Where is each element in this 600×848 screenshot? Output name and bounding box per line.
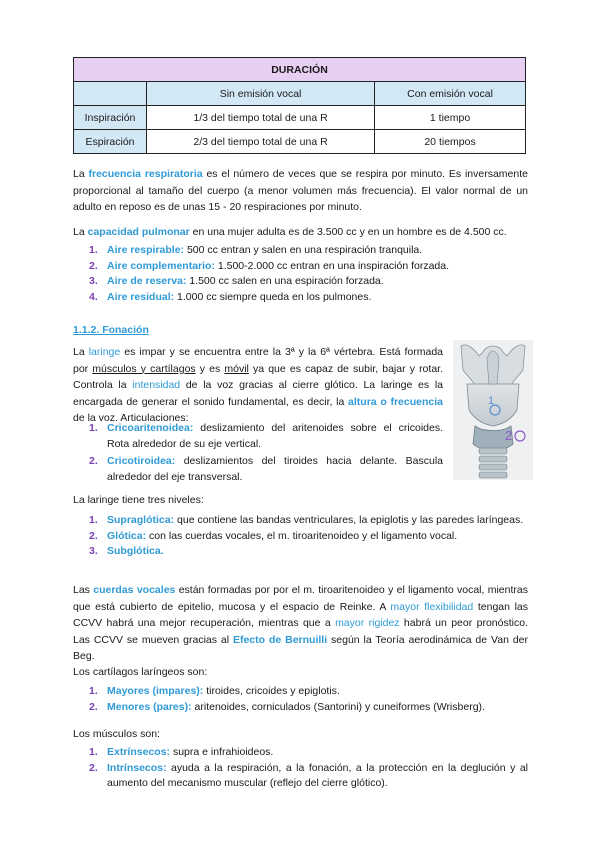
list-number: 2. <box>89 700 98 713</box>
list-text: deslizamientos del tiroides hacia delante. Bascula alrededor del eje transversal. <box>107 455 443 483</box>
trachea-ring <box>479 464 507 470</box>
list-term: Aire complementario: <box>107 259 215 272</box>
epiglottis-shape <box>487 351 499 384</box>
text: La <box>73 346 89 358</box>
larynx-image <box>453 340 533 480</box>
list-number: 4. <box>89 290 98 303</box>
text: de la voz gracias al cierre glótico. La laringe es la encargada de generar el sonido fundamental, es decir, la <box>73 379 443 408</box>
list-text: con las cuerdas vocales, el m. tiroaritenoideo y el ligamento vocal. <box>146 529 458 542</box>
list-term: Glótica: <box>107 529 147 542</box>
term-efecto-bernuilli: Efecto de Bernuilli <box>232 633 328 646</box>
table-row-label: Espiración <box>74 130 147 154</box>
trachea-ring <box>479 472 507 478</box>
list-number: 1. <box>89 514 98 526</box>
section-heading: 1.1.2. Fonación <box>73 324 149 336</box>
articulations-list <box>73 421 443 485</box>
capacidad-paragraph <box>73 224 528 241</box>
term-mayor-rigidez: mayor rigidez <box>335 617 400 629</box>
text: tengan las CCVV habrá una mejor recuperación, mientras que a <box>73 600 528 629</box>
cartilagos-intro: Los cartílagos laríngeos son: <box>73 666 208 678</box>
list-term: Intrínsecos: <box>107 761 167 774</box>
figure-label-1: 1 <box>488 395 495 407</box>
underlined-text: músculos y cartílagos <box>92 362 196 375</box>
term-laringe: laringe <box>88 346 121 358</box>
term-capacidad-pulmonar: capacidad pulmonar <box>87 226 190 238</box>
niveles-intro: La laringe tiene tres niveles: <box>73 494 204 506</box>
text: en una mujer adulta es de 3.500 cc y en un hombre es de 4.500 cc. <box>189 226 507 238</box>
list-item <box>73 259 528 275</box>
list-text: aritenoides, corniculados (Santorini) y cuneiformes (Wrisberg). <box>191 700 485 713</box>
table-corner <box>74 82 147 106</box>
text: habrá un peor pronóstico. Las CCVV se mueven gracias al <box>73 617 528 646</box>
duration-table <box>73 57 526 154</box>
list-term: Aire residual: <box>107 290 175 303</box>
text: de la voz. Articulaciones: <box>73 412 189 424</box>
text: es impar y se encuentra entre la 3ª y la 6ª vértebra. Está formada por <box>73 346 443 375</box>
text: Las <box>73 584 94 596</box>
list-term: Subglótica. <box>107 545 164 557</box>
list-item <box>73 513 528 529</box>
niveles-list <box>73 513 528 560</box>
term-mayor-flexibilidad: mayor flexibilidad <box>390 600 474 613</box>
table-cell: 20 tiempos <box>375 130 526 154</box>
list-term: Aire respirable: <box>107 244 185 256</box>
text: y es <box>195 362 225 375</box>
list-item <box>73 745 528 761</box>
trachea-ring <box>479 456 507 462</box>
list-item <box>73 529 528 545</box>
table-cell: 1 tiempo <box>375 106 526 130</box>
list-text: deslizamiento del aritenoides sobre el cricoides. Rota alrededor de su eje vertical. <box>107 422 443 450</box>
list-item <box>73 761 528 792</box>
list-term: Extrínsecos: <box>107 746 171 758</box>
laringe-paragraph <box>73 344 443 427</box>
list-item <box>73 700 528 716</box>
list-number: 1. <box>89 685 98 697</box>
cuerdas-paragraph <box>73 582 528 665</box>
term-altura-frecuencia: altura o frecuencia <box>348 395 443 408</box>
list-text: 500 cc entran y salen en una respiración tranquila. <box>184 244 423 256</box>
list-term: Cricoaritenoidea: <box>107 422 194 434</box>
list-number: 3. <box>89 545 98 557</box>
larynx-illustration <box>453 340 533 480</box>
list-number: 1. <box>89 244 98 256</box>
term-frecuencia-respiratoria: frecuencia respiratoria <box>88 168 203 180</box>
list-item <box>73 544 528 560</box>
list-term: Mayores (impares): <box>107 685 204 697</box>
text: La <box>73 226 88 238</box>
cartilagos-list <box>73 684 528 715</box>
trachea-ring <box>479 448 507 454</box>
musculos-intro: Los músculos son: <box>73 728 160 740</box>
list-item <box>73 274 528 290</box>
list-number: 2. <box>89 259 98 272</box>
table-row <box>74 130 526 154</box>
list-number: 3. <box>89 275 98 287</box>
table-col-header: Sin emisión vocal <box>147 82 375 106</box>
text: es el número de veces que se respira por minuto. Es inversamente proporcional al tamaño del cuerpo (a menor volumen más frecuencia). El valor normal de un adulto en reposo es de unas 15 - 20 respiraciones por minuto. <box>73 168 528 213</box>
list-item <box>73 243 528 259</box>
text: según la Teoría aerodinámica de Van der Beg. <box>73 633 528 662</box>
list-text: tiroides, cricoides y epiglotis. <box>203 685 340 697</box>
term-intensidad: intensidad <box>132 379 181 391</box>
list-number: 1. <box>89 422 98 434</box>
figure-label-2: 2 <box>505 428 513 443</box>
text: están formadas por por el m. tiroaritenoideo y el ligamento vocal, mientras que está cubierto de epitelio, mucosa y el espacio de Reinke. A <box>73 584 528 613</box>
underlined-text: móvil <box>224 362 249 375</box>
list-text: ayuda a la respiración, a la fonación, a la protección en la deglución y al aumento del mecanismo muscular (reflejo del cierre glótico). <box>107 761 528 789</box>
list-item <box>73 421 443 452</box>
list-text: supra e infrahioideos. <box>170 746 274 758</box>
list-item <box>73 684 528 700</box>
list-term: Aire de reserva: <box>107 275 187 287</box>
table-col-header: Con emisión vocal <box>375 82 526 106</box>
musculos-list <box>73 745 528 792</box>
table-row-label: Inspiración <box>74 106 147 130</box>
list-number: 1. <box>89 746 98 758</box>
list-term: Supraglótica: <box>107 514 175 526</box>
text: ya que es capaz de subir, bajar y rotar. Controla la <box>73 362 443 391</box>
frecuencia-paragraph <box>73 166 528 216</box>
capacity-list <box>73 243 528 305</box>
table-title: DURACIÓN <box>74 58 526 82</box>
table-row <box>74 106 526 130</box>
list-text: 1.500 cc salen en una espiración forzada. <box>186 275 384 287</box>
table-cell: 1/3 del tiempo total de una R <box>147 106 375 130</box>
text: La <box>73 168 89 180</box>
list-text: 1.500-2.000 cc entran en una inspiración forzada. <box>214 259 450 272</box>
list-item <box>73 290 528 306</box>
list-item <box>73 454 443 485</box>
list-term: Menores (pares): <box>107 700 192 713</box>
table-cell: 2/3 del tiempo total de una R <box>147 130 375 154</box>
list-number: 2. <box>89 529 98 542</box>
term-cuerdas-vocales: cuerdas vocales <box>93 584 176 596</box>
list-number: 2. <box>89 455 98 467</box>
list-term: Cricotiroidea: <box>107 455 176 467</box>
list-text: que contiene las bandas ventriculares, la epiglotis y las paredes laríngeas. <box>174 514 524 526</box>
list-text: 1.000 cc siempre queda en los pulmones. <box>174 290 372 303</box>
list-number: 2. <box>89 761 98 774</box>
